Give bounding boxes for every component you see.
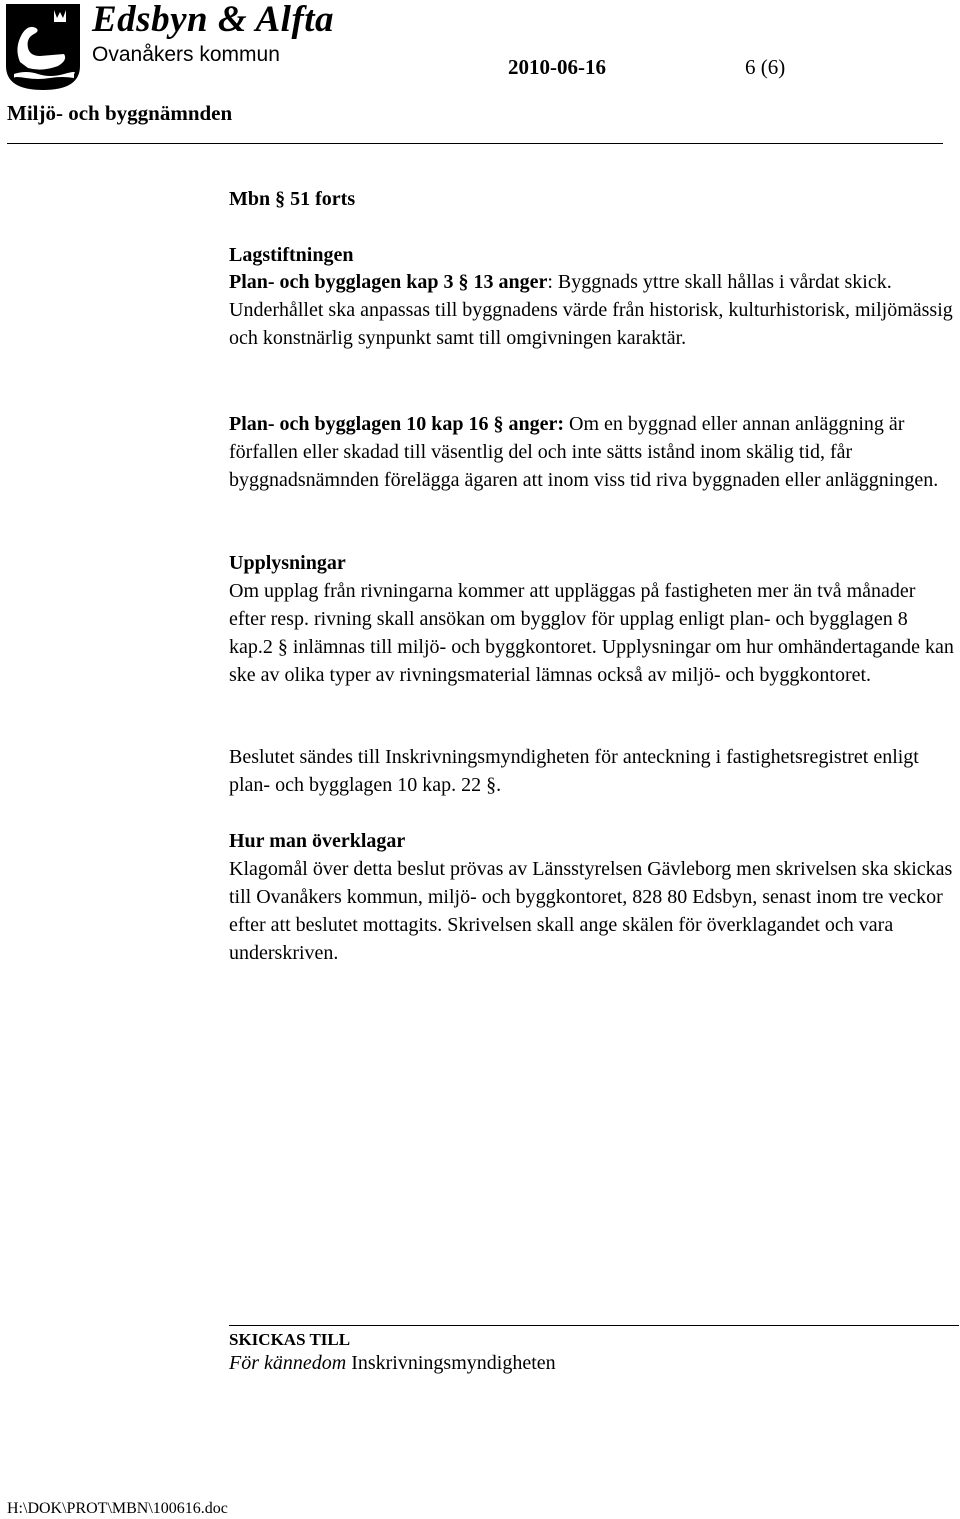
appeal-paragraph: Klagomål över detta beslut prövas av Länsstyrelsen Gävleborg men skrivelsen ska skickas till Ovanåkers kommun, miljö- och byggkontoret, 828 80 Edsbyn, senast inom tre veckor efter att beslutet mottagits. Skrivelsen skall ange skälen för överklagandet och vara underskriven. [229, 858, 953, 964]
page-number: 6 (6) [745, 55, 786, 79]
distribution-heading: SKICKAS TILL [229, 1330, 351, 1349]
legislation-heading: Lagstiftningen [229, 244, 354, 266]
information-paragraph: Om upplag från rivningarna kommer att uppläggas på fastigheten mer än två månader efter resp. rivning skall ansökan om bygglov för upplag enligt plan- och bygglagen 8 kap.2 § inlämnas till miljö- och byggkontoret. Upplysningar om hur omhändertagande kan ske av olika typer av rivningsmaterial lämnas också av miljö- och byggkontoret. [229, 580, 954, 686]
file-path: H:\DOK\PROT\MBN\100616.doc [7, 1500, 228, 1517]
distribution-label: För kännedom [229, 1352, 347, 1374]
legislation-paragraph-1-text: : Byggnads yttre skall hållas i vårdat skick. Underhållet ska anpassas till byggnadens värde från historisk, kulturhistorisk, miljömässig och konstnärlig synpunkt samt till omgivningen karaktär. [229, 271, 953, 349]
swan-crown-emblem-icon [6, 4, 80, 90]
legislation-paragraph-2-text: Om en byggnad eller annan anläggning är förfallen eller skadad till väsentlig del och inte sätts istånd inom skälig tid, får byggnadsnämnden förelägga ägaren att inom viss tid riva byggnaden eller anläggningen. [229, 413, 939, 491]
legislation-paragraph-1 [229, 268, 955, 352]
decision-paragraph: Beslutet sändes till Inskrivningsmyndigheten för anteckning i fastighetsregistret enligt plan- och bygglagen 10 kap. 22 §. [229, 746, 919, 796]
document-date: 2010-06-16 [508, 55, 606, 79]
header-divider [7, 143, 943, 144]
board-name: Miljö- och byggnämnden [7, 101, 233, 125]
information-heading: Upplysningar [229, 552, 346, 574]
logo-subtitle: Ovanåkers kommun [92, 43, 280, 66]
logo-title: Edsbyn & Alfta [92, 0, 335, 40]
legislation-paragraph-1-lead: Plan- och bygglagen kap 3 § 13 anger [229, 271, 548, 293]
distribution-line [229, 1352, 556, 1375]
legislation-paragraph-2-lead: Plan- och bygglagen 10 kap 16 § anger: [229, 413, 565, 435]
footer-divider [229, 1325, 959, 1326]
distribution-recipient: Inskrivningsmyndigheten [346, 1352, 556, 1374]
section-reference: Mbn § 51 forts [229, 188, 356, 210]
appeal-heading: Hur man överklagar [229, 830, 406, 852]
legislation-paragraph-2 [229, 410, 955, 494]
